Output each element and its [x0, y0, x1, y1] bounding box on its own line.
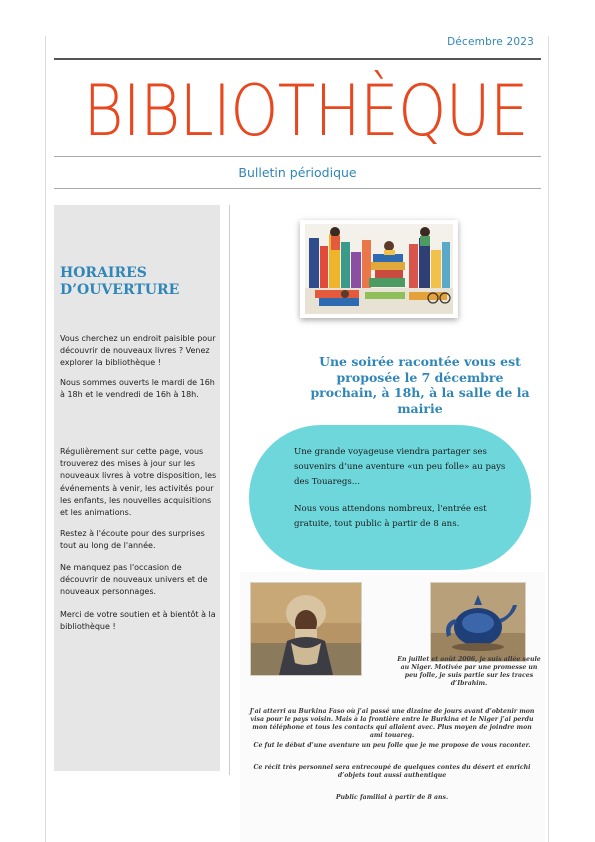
sidebar-paragraph: Restez à l'écoute pour des surprises tout au long de l'année.: [60, 529, 205, 551]
flyer-line: Public familial à partir de 8 ans.: [335, 794, 449, 801]
event-flyer: [240, 572, 545, 842]
column-divider: [229, 205, 230, 775]
newsletter-subtitle: Bulletin périodique: [238, 165, 357, 180]
opening-hours-heading: HORAIRES D’OUVERTURE: [60, 265, 180, 298]
flyer-line: J’ai atterri au Burkina Faso où j’ai passé une dizaine de jours avant d’obtenir mon visa pour le pays voisin. Mais à la frontière entre le Burkina et le Niger j’ai perdu mon téléphone et tous les contacts qui allaient avec. Plus moyen de joindre mon ami touareg.: [249, 708, 535, 739]
page-edge-right: [548, 36, 549, 842]
flyer-line: Ce récit très personnel sera entrecoupé de quelques contes du désert et enrichi d’objets tout aussi authentique: [253, 764, 531, 779]
flyer-caption: En juillet et août 2006, je suis allée seule au Niger. Motivée par une promesse un peu folle, je suis partie sur les traces d’Ibrahim.: [397, 656, 541, 687]
header-rule-bottom: [54, 188, 541, 189]
event-details-bubble: [249, 425, 531, 570]
issue-date: Décembre 2023: [447, 36, 534, 48]
sidebar-paragraph: Ne manquez pas l'occasion de découvrir de nouveaux univers et de nouveaux personnages.: [60, 563, 208, 597]
page-edge-left: [45, 36, 46, 842]
sidebar-paragraph: Régulièrement sur cette page, vous trouverez des mises à jour sur les nouveaux livres à votre disposition, les événements à venir, les activités pour les enfants, les nouvelles acquisitions et les animations.: [60, 447, 217, 518]
bubble-paragraph: Nous vous attendons nombreux, l'entrée est gratuite, tout public à partir de 8 ans.: [294, 504, 487, 529]
books-reading-illustration: [300, 220, 458, 318]
flyer-line: Ce fut le début d’une aventure un peu folle que je me propose de vous raconter.: [253, 742, 531, 749]
sidebar-paragraph: Merci de votre soutien et à bientôt à la bibliothèque !: [60, 610, 216, 632]
event-announcement: Une soirée racontée vous est proposée le 7 décembre prochain, à 18h, à la salle de la mairie: [310, 354, 530, 416]
sidebar-paragraph: Vous cherchez un endroit paisible pour découvrir de nouveaux livres ? Venez explorer la bibliothèque !: [60, 334, 216, 368]
teapot-photo-art: [431, 583, 525, 661]
touareg-portrait-photo: [250, 582, 362, 676]
header-rule-middle: [54, 156, 541, 157]
sidebar-paragraph: Nous sommes ouverts le mardi de 16h à 18h et le vendredi de 16h à 18h.: [60, 378, 215, 400]
bubble-paragraph: Une grande voyageuse viendra partager ses souvenirs d’une aventure «un peu folle» au pays des Touaregs...: [294, 447, 506, 487]
portrait-photo-art: [251, 583, 361, 675]
books-illustration-art: [305, 224, 453, 314]
header-rule-top: [54, 58, 541, 60]
teapot-photo: [430, 582, 526, 662]
newsletter-title: BIBLIOTHÈQUE: [83, 70, 528, 152]
